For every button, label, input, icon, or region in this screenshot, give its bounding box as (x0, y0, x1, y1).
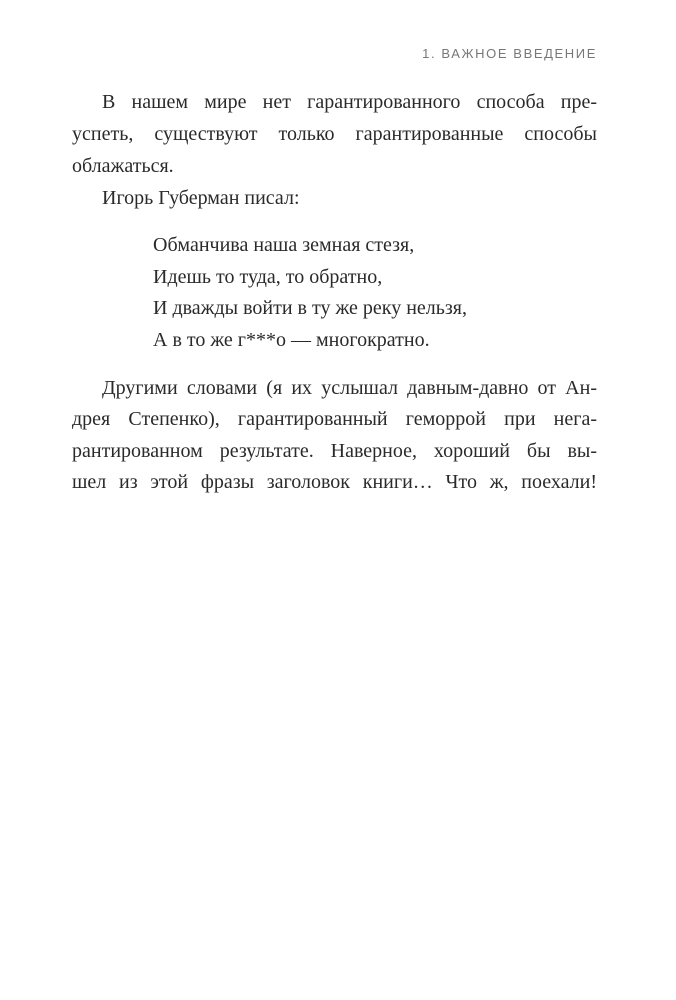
text-line: В нашем мире нет гарантированного способа пре- (102, 91, 597, 113)
running-header: 1. ВАЖНОЕ ВВЕДЕНИЕ (422, 46, 597, 61)
poem-line: А в то же г***о — многократно. (153, 329, 430, 351)
text-line: Другими словами (я их услышал давным-давно от Ан- (102, 377, 597, 399)
text-line: Игорь Губерман писал: (102, 187, 300, 209)
text-line: облажаться. (72, 155, 174, 177)
poem-line: И дважды войти в ту же реку нельзя, (153, 297, 468, 319)
text-line: дрея Степенко), гарантированный геморрой при нега- (72, 408, 597, 430)
text-line: шел из этой фразы заголовок книги… Что ж, поехали! (72, 471, 597, 493)
text-line: успеть, существуют только гарантированные способы (72, 123, 597, 145)
poem-line: Обманчива наша земная стезя, (153, 234, 415, 256)
poem-line: Идешь то туда, то обратно, (153, 266, 383, 288)
text-line: рантированном результате. Наверное, хороший бы вы- (72, 440, 597, 462)
